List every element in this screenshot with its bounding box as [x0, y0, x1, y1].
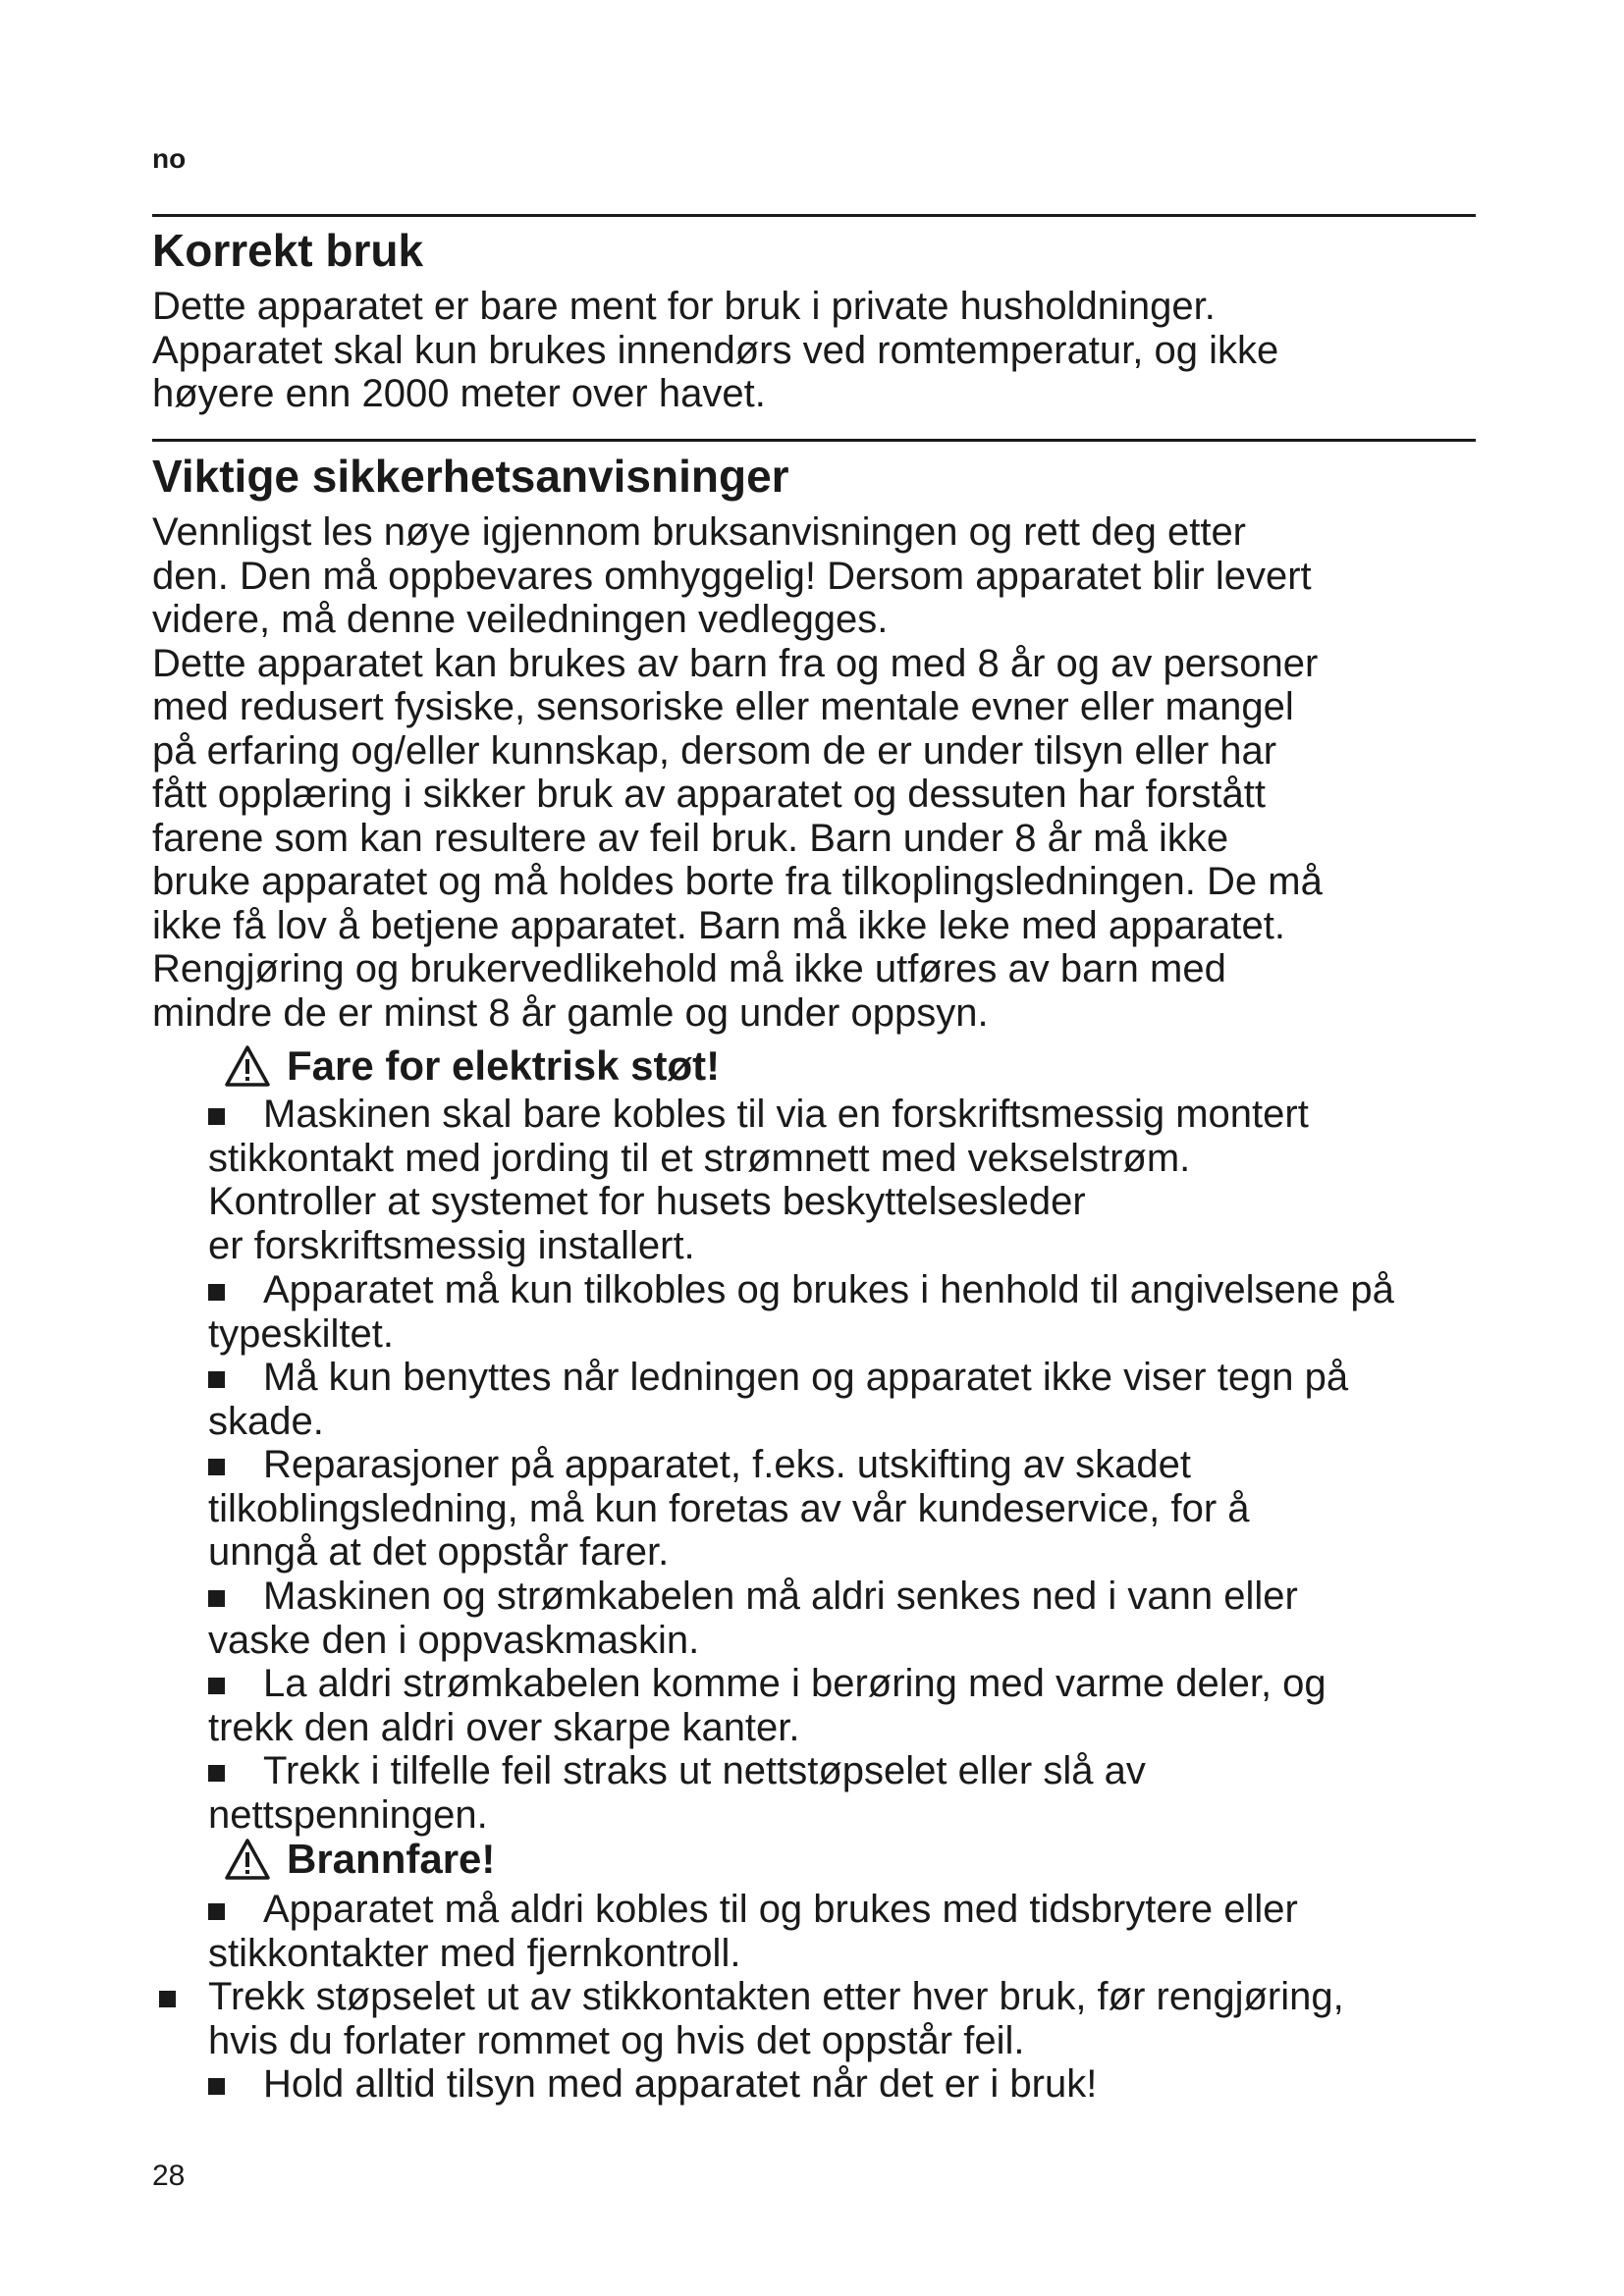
text-line: med redusert fysiske, sensoriske eller mentale evner eller mangel	[152, 685, 1294, 728]
list-item-text: er forskriftsmessig installert.	[208, 1223, 695, 1267]
page-number: 28	[152, 2160, 186, 2192]
list-item	[208, 1443, 1250, 1575]
text-line: Apparatet skal kun brukes innendørs ved romtemperatur, og ikke	[152, 328, 1279, 372]
language-code: no	[152, 143, 187, 174]
list-item-text: typeskiltet.	[208, 1311, 394, 1356]
list-item-text: nettspenningen.	[208, 1792, 488, 1837]
bullet-icon	[208, 1765, 225, 1782]
section-divider	[152, 439, 1476, 442]
text-line: fått opplæring i sikker bruk av apparatet og dessuten har forstått	[152, 773, 1266, 816]
list-item	[208, 1575, 1298, 1662]
list-item-text: stikkontakt med jording til et strømnett med vekselstrøm.	[208, 1136, 1191, 1180]
list-item-text: Apparatet må aldri kobles til og brukes med tidsbrytere eller	[263, 1888, 1298, 1931]
bullet-icon	[208, 1590, 225, 1607]
list-item	[208, 1888, 1298, 1975]
list-item-text: Maskinen og strømkabelen må aldri senkes ned i vann eller	[263, 1575, 1298, 1618]
bullet-icon	[208, 1284, 225, 1301]
list-item-text: Hold alltid tilsyn med apparatet når det er i bruk!	[263, 2062, 1098, 2106]
bullet-icon	[159, 1991, 176, 2007]
list-item-text: skade.	[208, 1399, 324, 1443]
list-item-text: Trekk i tilfelle feil straks ut nettstøpselet eller slå av	[263, 1749, 1146, 1792]
list-item-text: Kontroller at systemet for husets beskyttelsesleder	[208, 1180, 1086, 1223]
text-line: Vennligst les nøye igjennom bruksanvisningen og rett deg etter	[152, 510, 1247, 554]
text-line: høyere enn 2000 meter over havet.	[152, 372, 766, 415]
list-item	[208, 2062, 1097, 2107]
warning-heading-text: Brannfare!	[287, 1836, 496, 1882]
text-line: Dette apparatet kan brukes av barn fra og med 8 år og av personer	[152, 641, 1319, 685]
list-item-text: Maskinen skal bare kobles til via en forskriftsmessig montert	[263, 1093, 1309, 1136]
list-item-text: hvis du forlater rommet og hvis det oppstår feil.	[208, 2018, 1025, 2062]
list-item	[208, 1662, 1326, 1749]
text-line: ikke få lov å betjene apparatet. Barn må ikke leke med apparatet.	[152, 903, 1286, 947]
text-line: farene som kan resultere av feil bruk. Barn under 8 år må ikke	[152, 816, 1229, 860]
list-item	[208, 1093, 1309, 1267]
safety-intro-text	[152, 510, 1527, 1035]
bullet-icon	[208, 1371, 225, 1388]
list-item	[208, 1356, 1348, 1443]
text-line: mindre de er minst 8 år gamle og under oppsyn.	[152, 990, 989, 1035]
section-title-correct-use: Korrekt bruk	[152, 225, 424, 276]
text-line: bruke apparatet og må holdes borte fra tilkoplingsledningen. De må	[152, 860, 1323, 903]
list-item-text: La aldri strømkabelen komme i berøring med varme deler, og	[263, 1662, 1326, 1705]
list-item-text: tilkoblingsledning, må kun foretas av vår kundeservice, for å	[208, 1486, 1250, 1530]
bullet-icon	[208, 2078, 225, 2095]
list-item-text: vaske den i oppvaskmaskin.	[208, 1618, 700, 1662]
list-item-text: trekk den aldri over skarpe kanter.	[208, 1705, 800, 1749]
text-line: den. Den må oppbevares omhyggelig! Dersom apparatet blir levert	[152, 554, 1312, 598]
text-line: Dette apparatet er bare ment for bruk i private husholdninger.	[152, 285, 1216, 328]
list-item	[208, 1749, 1146, 1837]
warning-triangle-icon	[224, 1044, 271, 1088]
warning-heading-text: Fare for elektrisk støt!	[287, 1042, 721, 1089]
electric-warning-heading	[224, 1044, 720, 1088]
text-line: på erfaring og/eller kunnskap, dersom de er under tilsyn eller har	[152, 728, 1277, 773]
bullet-icon	[208, 1678, 225, 1694]
list-item-text: stikkontakter med fjernkontroll.	[208, 1931, 741, 1975]
bullet-icon	[208, 1459, 225, 1475]
bullet-icon	[208, 1903, 225, 1920]
fire-warning-heading	[224, 1838, 495, 1881]
bullet-icon	[208, 1108, 225, 1125]
correct-use-text	[152, 285, 1527, 416]
list-item-text: unngå at det oppstår farer.	[208, 1530, 670, 1574]
section-title-safety: Viktige sikkerhetsanvisninger	[152, 451, 789, 502]
list-item-text: Apparatet må kun tilkobles og brukes i henhold til angivelsene på	[263, 1268, 1394, 1311]
list-item-text: Reparasjoner på apparatet, f.eks. utskifting av skadet	[263, 1443, 1191, 1486]
list-item-text: Trekk støpselet ut av stikkontakten etter hver bruk, før rengjøring,	[208, 1975, 1344, 2018]
text-line: videre, må denne veiledningen vedlegges.	[152, 598, 889, 641]
list-item-text: Må kun benyttes når ledningen og apparatet ikke viser tegn på	[263, 1356, 1349, 1399]
list-item	[208, 1975, 1344, 2062]
list-item	[208, 1268, 1394, 1356]
warning-triangle-icon	[224, 1838, 271, 1881]
section-divider	[152, 214, 1476, 217]
text-line: Rengjøring og brukervedlikehold må ikke utføres av barn med	[152, 947, 1226, 990]
